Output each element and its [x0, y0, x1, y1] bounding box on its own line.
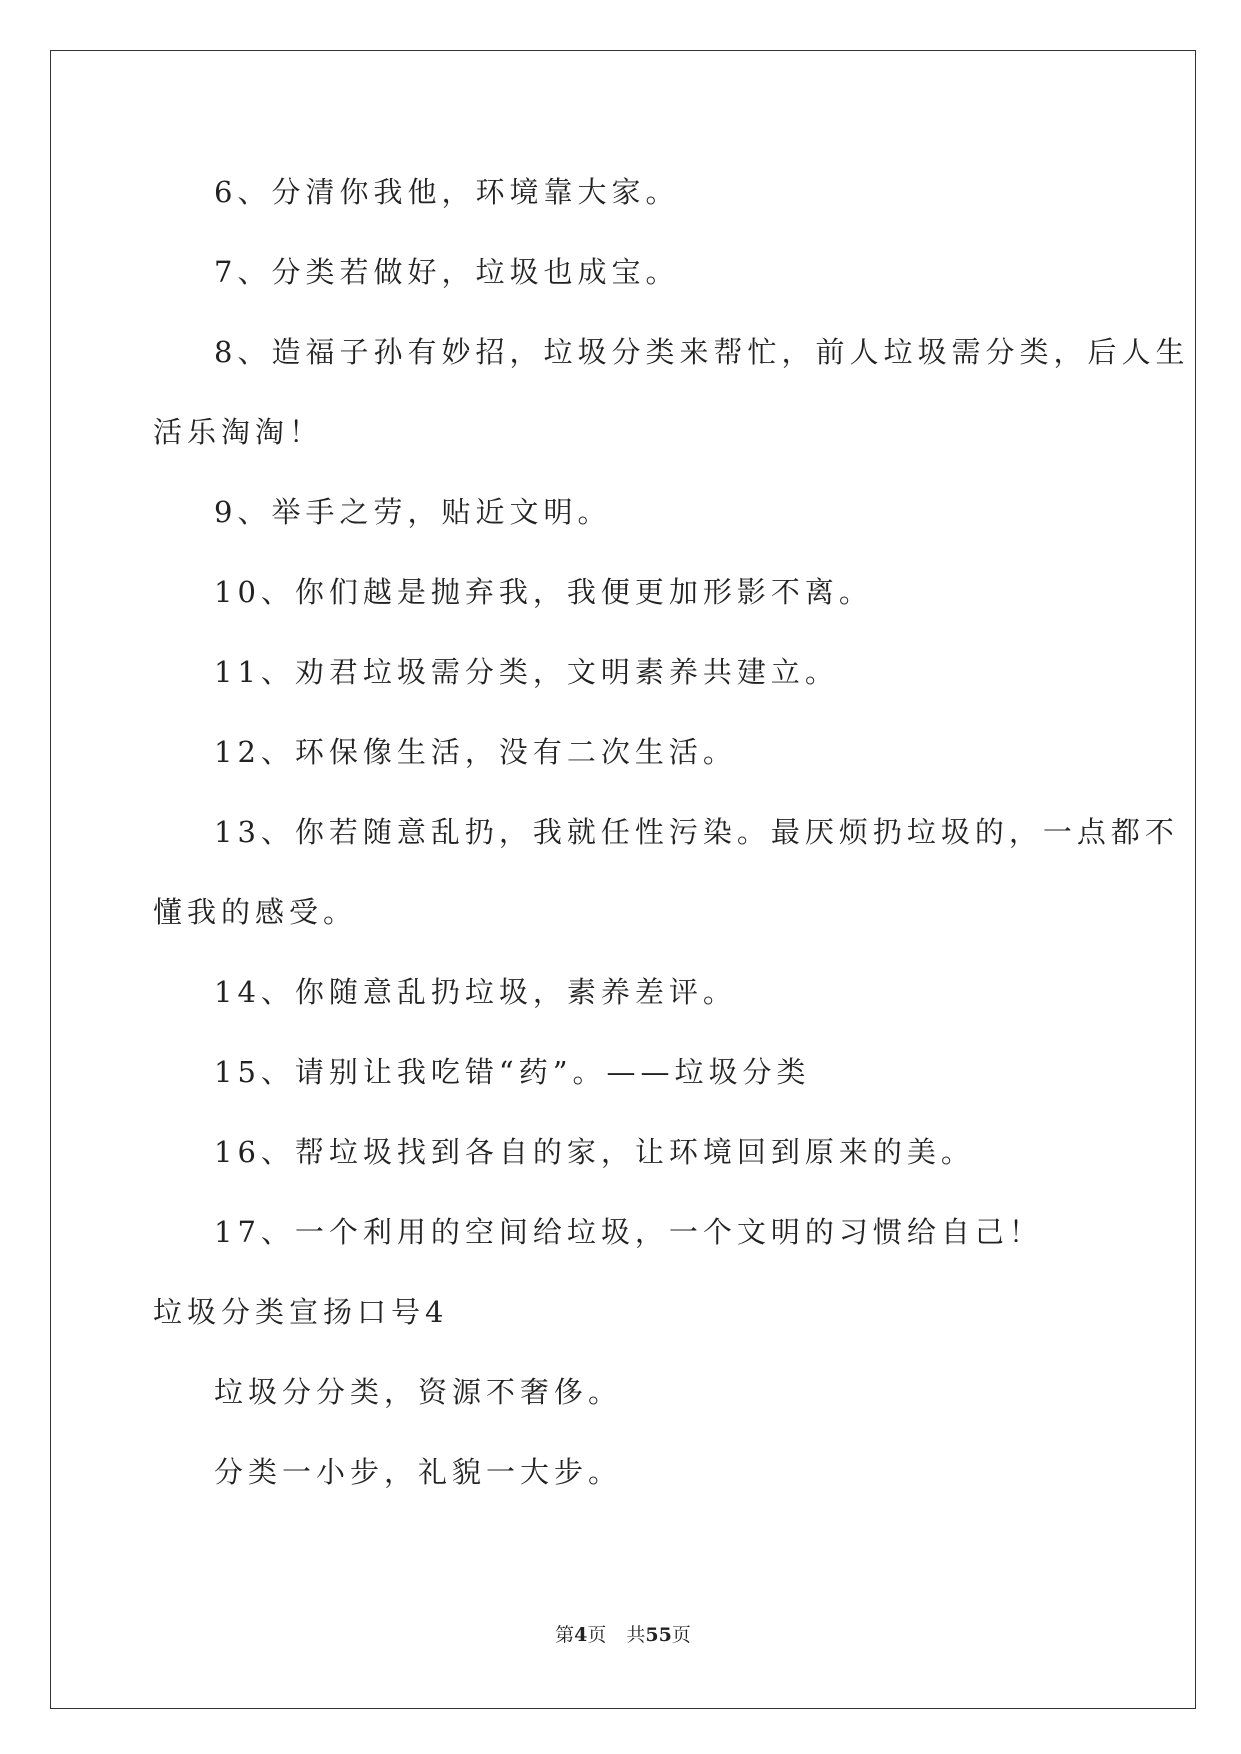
slogan-line-13-continued: 懂我的感受。 — [153, 895, 358, 929]
slogan-line-17: 17、一个利用的空间给垃圾，一个文明的习惯给自己！ — [214, 1215, 1043, 1249]
total-prefix: 共 — [626, 1624, 646, 1646]
slogan-line-10: 10、你们越是抛弃我，我便更加形影不离。 — [214, 575, 873, 609]
slogan-line-b: 分类一小步，礼貌一大步。 — [214, 1455, 623, 1489]
section-heading: 垃圾分类宣扬口号4 — [153, 1295, 449, 1329]
slogan-line-8-continued: 活乐淘淘！ — [153, 415, 324, 449]
slogan-line-7: 7、分类若做好，垃圾也成宝。 — [214, 255, 680, 289]
slogan-line-8: 8、造福子孙有妙招，垃圾分类来帮忙，前人垃圾需分类，后人生 — [214, 335, 1190, 369]
page-prefix: 第 — [555, 1624, 575, 1646]
total-pages: 55 — [645, 1624, 672, 1646]
page-suffix: 页 — [587, 1624, 607, 1646]
slogan-line-12: 12、环保像生活，没有二次生活。 — [214, 735, 737, 769]
slogan-line-16: 16、帮垃圾找到各自的家，让环境回到原来的美。 — [214, 1135, 975, 1169]
total-suffix: 页 — [671, 1624, 691, 1646]
slogan-line-6: 6、分清你我他，环境靠大家。 — [214, 175, 680, 209]
slogan-line-14: 14、你随意乱扔垃圾，素养差评。 — [214, 975, 737, 1009]
slogan-line-9: 9、举手之劳，贴近文明。 — [214, 495, 612, 529]
page-number: 4 — [574, 1624, 588, 1646]
slogan-line-11: 11、劝君垃圾需分类，文明素养共建立。 — [214, 655, 839, 689]
page-footer — [51, 1623, 1195, 1647]
slogan-line-13: 13、你若随意乱扔，我就任性污染。最厌烦扔垃圾的，一点都不 — [214, 815, 1179, 849]
page-frame — [50, 50, 1196, 1709]
slogan-line-15: 15、请别让我吃错“药”。——垃圾分类 — [214, 1055, 811, 1089]
slogan-line-a: 垃圾分分类，资源不奢侈。 — [214, 1375, 623, 1409]
